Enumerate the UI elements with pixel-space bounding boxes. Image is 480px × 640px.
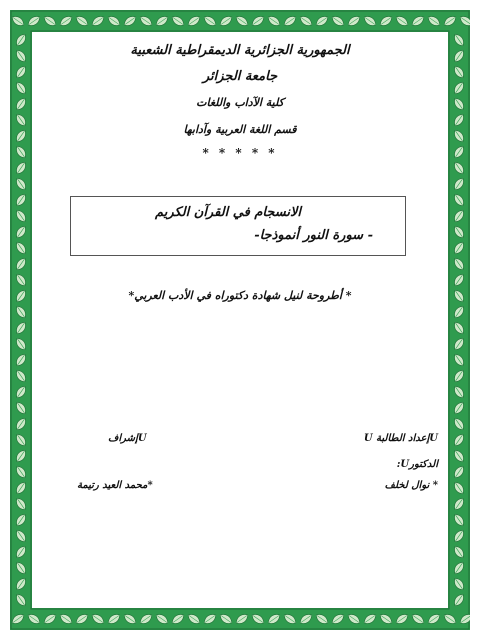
cover-page xyxy=(32,32,448,608)
doctor-label: الدكتورU: xyxy=(396,459,438,470)
department-name: قسم اللغة العربية وآدابها xyxy=(183,123,297,136)
republic-name: الجمهورية الجزائرية الديمقراطية الشعبية xyxy=(130,43,350,58)
supervisor-name: *محمد العيد رتيمة xyxy=(77,480,153,491)
thesis-title-box xyxy=(70,196,406,256)
student-name: * نوال لخلف xyxy=(384,480,438,491)
thesis-title: الانسجام في القرآن الكريم xyxy=(155,205,301,220)
university-name: جامعة الجزائر xyxy=(202,69,278,84)
supervision-label: Uإشراف xyxy=(108,433,147,444)
star-divider: * * * * * xyxy=(202,146,278,160)
degree-note: * أطروحة لنيل شهادة دكتوراه في الأدب العربي* xyxy=(128,289,352,302)
prepared-by-label: Uإعداد الطالبة U xyxy=(363,433,438,444)
thesis-subtitle: - سورة النور أنموذجا- xyxy=(254,228,373,243)
faculty-name: كلية الآداب واللغات xyxy=(196,96,284,109)
